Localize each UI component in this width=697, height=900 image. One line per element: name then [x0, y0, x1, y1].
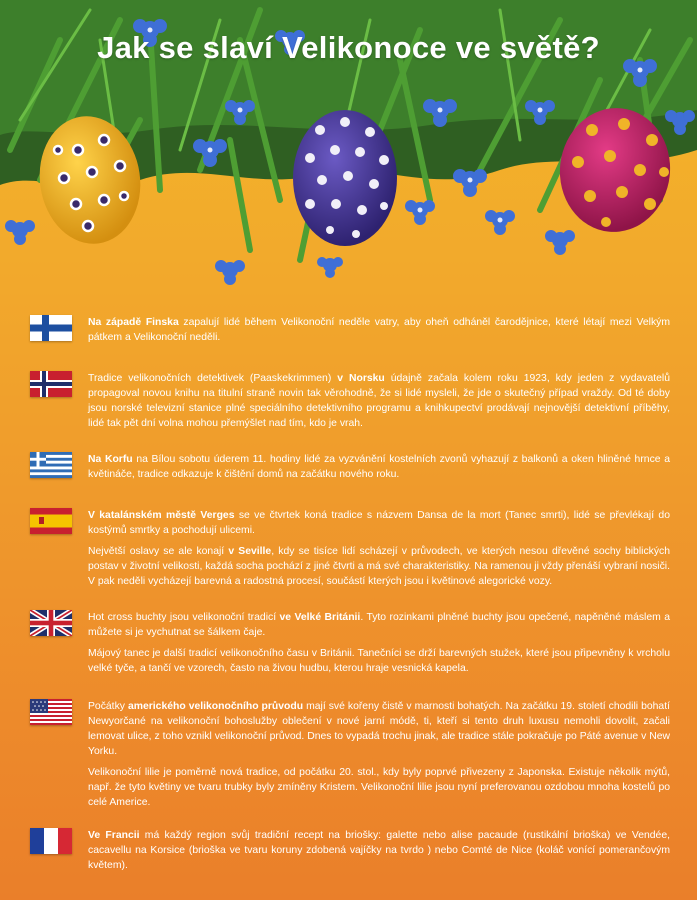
section-text	[88, 452, 670, 482]
section-greece	[30, 452, 670, 488]
section-text	[88, 371, 670, 431]
norway-flag-icon	[30, 371, 72, 397]
paragraph: Velikonoční lilie je poměrně nová tradice, od počátku 20. stol., kdy byly poprvé přivezeny z Japonska. Existuje několik mýtů, např. že tyto květiny ve tvaru trubky byly zmíněny Kristem. Velikonoční lilie jsou nyní preferovanou ozdobou mnoha kostelů po celé Americe.	[88, 767, 670, 808]
greece-flag-icon	[30, 452, 72, 478]
section-usa	[30, 699, 670, 816]
paragraph: V katalánském městě Verges se ve čtvrtek koná tradice s názvem Dansa de la mort (Tanec smrti), lidé se převlékají do kostýmů smrtky a pochodují ulicemi.	[88, 510, 670, 536]
spain-flag-icon	[30, 508, 72, 534]
finland-flag-icon	[30, 315, 72, 341]
paragraph: Májový tanec je další tradicí velikonočního času v Británii. Tanečníci se drží barevných stužek, které jsou připevněny k vrcholu velké tyče, a tančí ve vzorech, často na živou hudbu, kterou hraje vesnická kapela.	[88, 648, 670, 674]
section-spain	[30, 508, 670, 595]
section-text	[88, 315, 670, 345]
section-uk	[30, 610, 670, 682]
paragraph: Ve Francii má každý region svůj tradiční recept na briošky: galette nebo alise pacaude (rustikální brioška) ve Vendée, cacavellu na Korsice (brioška ve tvaru koruny zdobená vajíčky na tvrdo ) nebo Comté de Nice (koláč vonící pomerančovým květem).	[88, 830, 671, 871]
paragraph: Tradice velikonočních detektivek (Paaskekrimmen) v Norsku údajně začala kolem roku 1923, kdy jeden z vydavatelů propagoval novou knihu na titulní straně novin tak věrohodně, že si lidé mysleli, že jde o skutečný případ vraždy. Od té doby jsou norské televizní stanice plné speciálního detektivního programu a knihkupectví prodávají nejnovější detektivní příběhy, lidé tak pět dní volna mohou přemýšlet nad tím, kdo je vrah.	[88, 373, 670, 429]
section-text	[88, 828, 670, 873]
page-title: Jak se slaví Velikonoce ve světě?	[97, 30, 600, 65]
usa-flag-icon	[30, 699, 72, 725]
section-text	[88, 508, 670, 589]
paragraph: Na Korfu na Bílou sobotu úderem 11. hodiny lidé za vyzvánění kostelních zvonů vyhazují z balkonů a oken hliněné hrnce a květináče, tradice odkazuje k čištění domů na začátku nového roku.	[88, 454, 670, 480]
paragraph: Počátky amerického velikonočního průvodu mají své kořeny čistě v marnosti bohatých. Na začátku 19. století chodili bohatí Newyorčané na velikonoční bohoslužby oblečení v nové jarní módě, ti, kteří si tento druh luxusu nemohli dovolit, začali lemovat ulice, z toho vznikl velikonoční průvod. Dnes to vypadá trochu jinak, ale tradice stále pokračuje po Páté avenue v New Yorku.	[88, 701, 670, 757]
easter-hero-image	[0, 0, 697, 300]
section-finland	[30, 315, 670, 351]
france-flag-icon	[30, 828, 72, 854]
section-text	[88, 610, 670, 676]
section-france	[30, 828, 670, 879]
section-norway	[30, 371, 670, 437]
section-text	[88, 699, 670, 810]
paragraph: Hot cross buchty jsou velikonoční tradicí ve Velké Británii. Tyto rozinkami plněné buchty jsou opečené, napěněné máslem a můžete si je vychutnat se šálkem čaje.	[88, 612, 670, 638]
paragraph: Na západě Finska zapalují lidé během Velikonoční neděle vatry, aby oheň odháněl čarodějnice, které létají mezi Velkým pátkem a Velikonoční neděli.	[88, 317, 670, 343]
paragraph: Největší oslavy se ale konají v Seville, kdy se tisíce lidí scházejí v průvodech, ve kterých nesou dřevěné sochy biblických postav v životní velikosti, každá socha pochází z jiné čtvrti a má své charakteristiky. Na ramenou ji vždy přenáší vybraní nosiči. V pak neděli vycházejí barevná a radostná procesí, součástí kterých jsou i květinové alegorické vozy.	[88, 546, 671, 587]
uk-flag-icon	[30, 610, 72, 636]
